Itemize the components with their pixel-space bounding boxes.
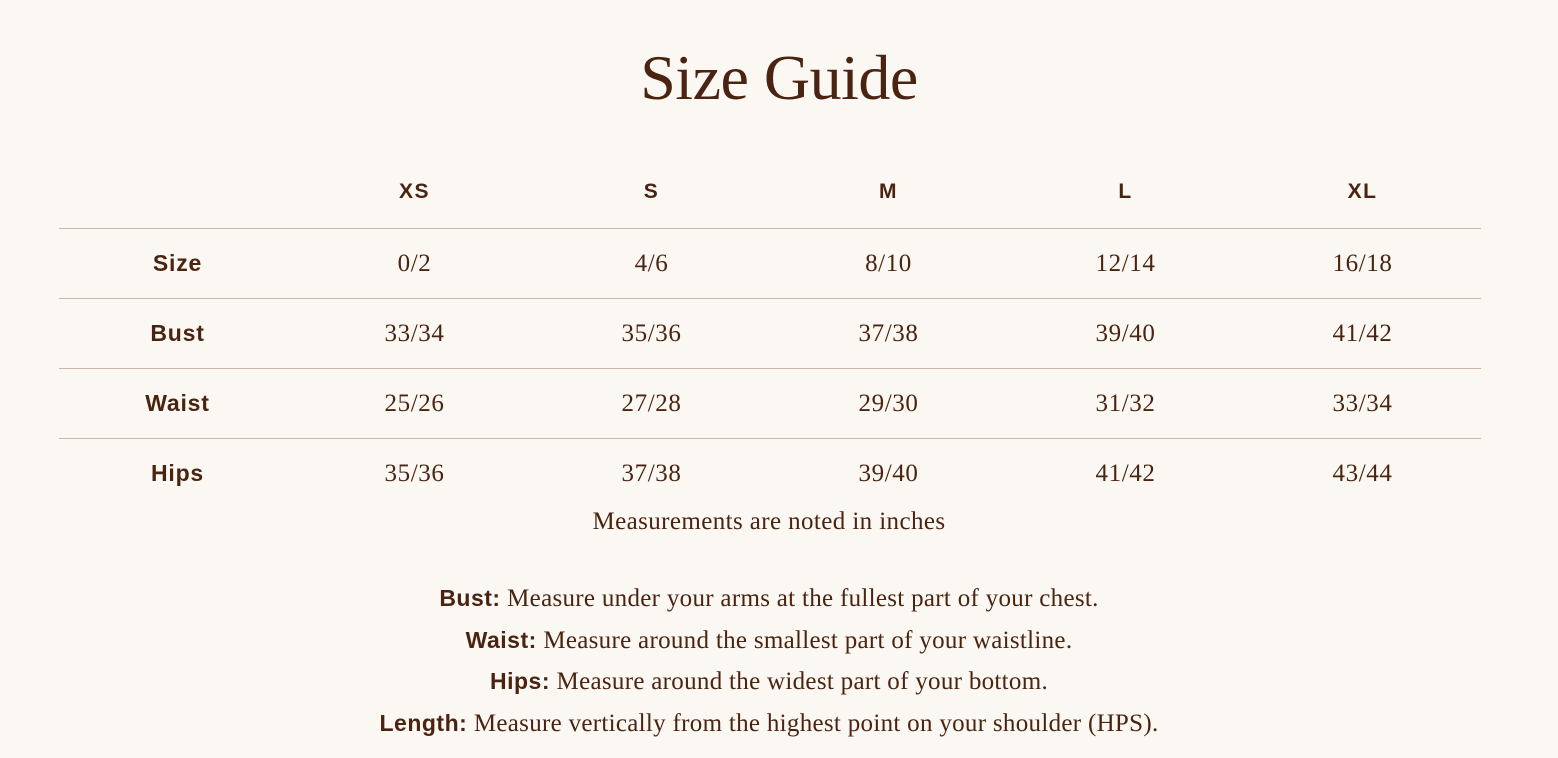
definition-hips (0, 661, 1538, 703)
table-row-hips (59, 439, 1481, 509)
definition-term: Hips: (489, 668, 550, 695)
definition-text: Measure around the smallest part of your waistline. (543, 626, 1073, 654)
definition-length (0, 703, 1538, 745)
definition-waist (0, 620, 1538, 662)
row-label-hips: Hips (150, 460, 205, 486)
table-cell: 41/42 (1095, 459, 1156, 487)
column-header-xs: XS (398, 180, 430, 203)
table-cell: 27/28 (621, 389, 682, 417)
table-row-waist (59, 369, 1481, 439)
size-chart-table (59, 156, 1481, 508)
measurement-definitions (0, 578, 1538, 745)
definition-term: Waist: (465, 626, 537, 653)
table-cell: 16/18 (1332, 249, 1393, 277)
table-cell: 37/38 (621, 459, 682, 487)
table-cell: 29/30 (858, 389, 919, 417)
table-cell: 25/26 (384, 389, 445, 417)
table-cell: 4/6 (634, 249, 669, 277)
row-label-size: Size (152, 250, 203, 276)
table-cell: 39/40 (1095, 319, 1156, 347)
table-cell: 8/10 (865, 249, 912, 277)
definition-text: Measure under your arms at the fullest part of your chest. (507, 585, 1099, 612)
definition-text: Measure around the widest part of your bottom. (556, 668, 1049, 696)
table-cell: 39/40 (858, 459, 919, 487)
definition-term: Bust: (439, 585, 501, 611)
table-cell: 31/32 (1095, 389, 1156, 417)
row-label-waist: Waist (145, 390, 210, 416)
table-header-row (59, 156, 1481, 229)
table-cell: 12/14 (1095, 249, 1156, 277)
table-cell: 37/38 (858, 319, 919, 347)
table-cell: 41/42 (1332, 319, 1393, 347)
header-corner-cell (59, 156, 296, 229)
units-note: Measurements are noted in inches (592, 508, 946, 535)
table-cell: 35/36 (384, 459, 445, 487)
row-label-bust: Bust (150, 320, 205, 346)
table-row-size (59, 229, 1481, 299)
table-cell: 35/36 (621, 319, 682, 347)
column-header-l: L (1118, 180, 1133, 203)
column-header-m: M (879, 180, 898, 203)
page-title: Size Guide (640, 42, 918, 113)
table-row-bust (59, 299, 1481, 369)
column-header-s: S (643, 180, 660, 203)
definition-text: Measure vertically from the highest point on your shoulder (HPS). (473, 710, 1159, 738)
table-cell: 43/44 (1332, 459, 1393, 487)
column-header-xl: XL (1347, 180, 1378, 203)
table-cell: 33/34 (384, 319, 445, 347)
table-cell: 33/34 (1332, 389, 1393, 417)
table-cell: 0/2 (397, 249, 432, 277)
definition-term: Length: (379, 710, 468, 737)
definition-bust (0, 578, 1538, 620)
